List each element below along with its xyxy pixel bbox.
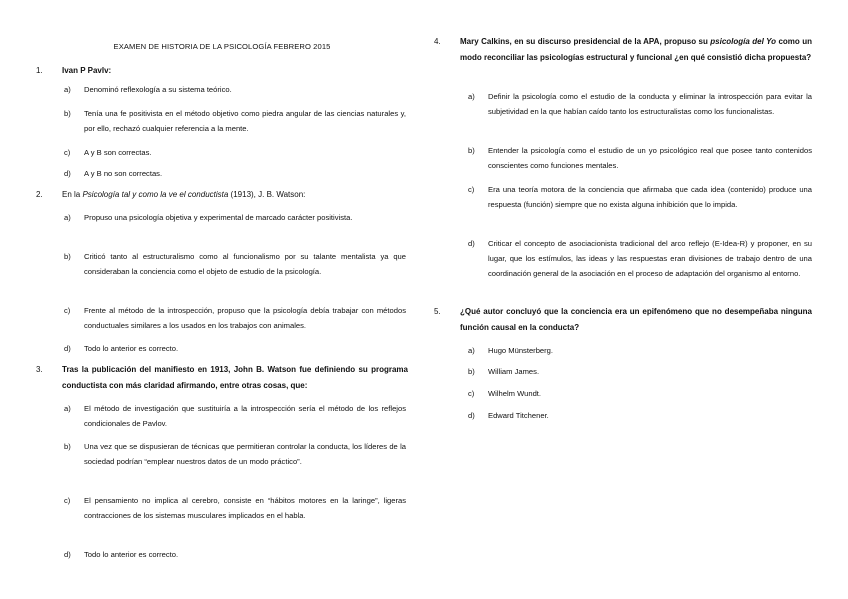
option-5a: a) Hugo Münsterberg. [468, 346, 554, 355]
option-1b: b) Tenía una fe positivista en el método objetivo como piedra angular de las ciencias naturales y, por ello, rechazó cualquier referencia a la mente. [64, 109, 406, 133]
option-1a: a) Denominó reflexología a su sistema teórico. [64, 85, 232, 94]
option-text: El método de investigación que sustituiría a la introspección sería el método de los reflejos condicionales de Pavlov. [84, 404, 406, 428]
question-text: ¿Qué autor concluyó que la conciencia era un epifenómeno que no desempeñaba ninguna función causal en la conducta? [460, 307, 812, 332]
page-title: EXAMEN DE HISTORIA DE LA PSICOLOGÍA FEBRERO 2015 [113, 42, 331, 51]
option-text: Hugo Münsterberg. [488, 346, 554, 355]
option-2c: c) Frente al método de la introspección, propuso que la psicología debía trabajar con métodos conductuales similares a los usados en los trabajos con animales. [64, 306, 406, 330]
option-text: Tenía una fe positivista en el método objetivo como piedra angular de las ciencias naturales y, por ello, rechazó cualquier referencia a la mente. [84, 109, 406, 133]
option-text: Definir la psicología como el estudio de la conducta y eliminar la introspección para evitar la subjetividad en la que habían caído tanto los estructuralistas como los funcionalistas. [488, 92, 812, 116]
option-text: Todo lo anterior es correcto. [84, 550, 179, 559]
option-3d: d) Todo lo anterior es correcto. [64, 550, 179, 559]
option-2d: d) Todo lo anterior es correcto. [64, 344, 179, 353]
option-5b: b) William James. [468, 367, 540, 376]
question-number: 5. [434, 307, 441, 316]
option-text: El pensamiento no implica al cerebro, consiste en “hábitos motores en la laringe”, ligeras contracciones de los sistemas musculares implicados en el habla. [84, 496, 406, 520]
option-text: Edward Titchener. [488, 411, 549, 420]
option-text: Entender la psicología como el estudio de un yo psicológico real que posee tanto contenidos conscientes como funciones mentales. [488, 146, 812, 170]
option-text: A y B no son correctas. [84, 169, 163, 178]
option-text: Una vez que se dispusieran de técnicas que permitieran controlar la conducta, los líderes de la sociedad podrían “emplear nuestros datos de un modo práctico”. [84, 442, 406, 466]
option-4d: d) Criticar el concepto de asociacionista tradicional del arco reflejo (E-Idea-R) y proponer, en su lugar, que los estímulos, las ideas y las respuestas eran divisiones de trabajo dentro de una coordinación general de la asociación en el proceso de adaptación del organismo al entorno. [468, 239, 812, 278]
option-5c: c) Wilhelm Wundt. [468, 389, 542, 398]
option-3c: c) El pensamiento no implica al cerebro, consiste en “hábitos motores en la laringe”, ligeras contracciones de los sistemas musculares implicados en el habla. [64, 496, 406, 520]
option-text: A y B son correctas. [84, 148, 152, 157]
option-4a: a) Definir la psicología como el estudio de la conducta y eliminar la introspección para evitar la subjetividad en la que habían caído tanto los estructuralistas como los funcionalistas. [468, 92, 812, 116]
option-text: Criticar el concepto de asociacionista tradicional del arco reflejo (E-Idea-R) y proponer, en su lugar, que los estímulos, las ideas y las respuestas eran divisiones de trabajo dentro de una coordinación general de la asociación en el proceso de adaptación del organismo al entorno. [488, 239, 812, 278]
option-1d: d) A y B no son correctas. [64, 169, 163, 178]
question-number: 4. [434, 37, 441, 46]
question-4: 4. Mary Calkins, en su discurso presidencial de la APA, propuso su psicología del Yo como un modo reconciliar las psicologías estructural y funcional ¿en qué consistió dicha propuesta? [460, 34, 812, 66]
option-4b: b) Entender la psicología como el estudio de un yo psicológico real que posee tanto contenidos conscientes como funciones mentales. [468, 146, 812, 170]
option-text: Frente al método de la introspección, propuso que la psicología debía trabajar con métodos conductuales similares a los usados en los trabajos con animales. [84, 306, 406, 330]
question-1 [36, 63, 408, 79]
option-text: Todo lo anterior es correcto. [84, 344, 179, 353]
option-text: Propuso una psicología objetiva y experimental de marcado carácter positivista. [84, 213, 353, 222]
question-text: Ivan P Pavlv: [62, 66, 112, 75]
question-5 [434, 304, 812, 336]
option-text: William James. [488, 367, 540, 376]
option-2b: b) Criticó tanto al estructuralismo como al funcionalismo por su talante mentalista ya que consideraban la conciencia como el objeto de estudio de la psicología. [64, 252, 406, 276]
option-text: Denominó reflexología a su sistema teórico. [84, 85, 232, 94]
option-5d: d) Edward Titchener. [468, 411, 549, 420]
question-3 [36, 362, 408, 394]
option-1c: c) A y B son correctas. [64, 148, 152, 157]
option-2a: a) Propuso una psicología objetiva y experimental de marcado carácter positivista. [64, 213, 353, 222]
option-3b: b) Una vez que se dispusieran de técnicas que permitieran controlar la conducta, los líderes de la sociedad podrían “emplear nuestros datos de un modo práctico”. [64, 442, 406, 466]
option-4c: c) Era una teoría motora de la conciencia que afirmaba que cada idea (contenido) produce una respuesta (función) siempre que no exista alguna inhibición que lo impida. [468, 185, 812, 209]
option-text: Era una teoría motora de la conciencia que afirmaba que cada idea (contenido) produce una respuesta (función) siempre que no exista alguna inhibición que lo impida. [488, 185, 812, 209]
option-3a: a) El método de investigación que sustituiría a la introspección sería el método de los reflejos condicionales de Pavlov. [64, 404, 406, 428]
question-2: 2. En la Psicología tal y como la ve el conductista (1913), J. B. Watson: [62, 187, 408, 203]
option-text: Wilhelm Wundt. [488, 389, 542, 398]
question-number: 3. [36, 365, 43, 374]
question-number: 1. [36, 66, 43, 75]
option-text: Criticó tanto al estructuralismo como al funcionalismo por su talante mentalista ya que consideraban la conciencia como el objeto de estudio de la psicología. [84, 252, 406, 276]
question-number: 2. [36, 190, 43, 199]
question-text: Tras la publicación del manifiesto en 1913, John B. Watson fue definiendo su programa conductista con más claridad afirmando, entre otras cosas, que: [62, 365, 408, 390]
